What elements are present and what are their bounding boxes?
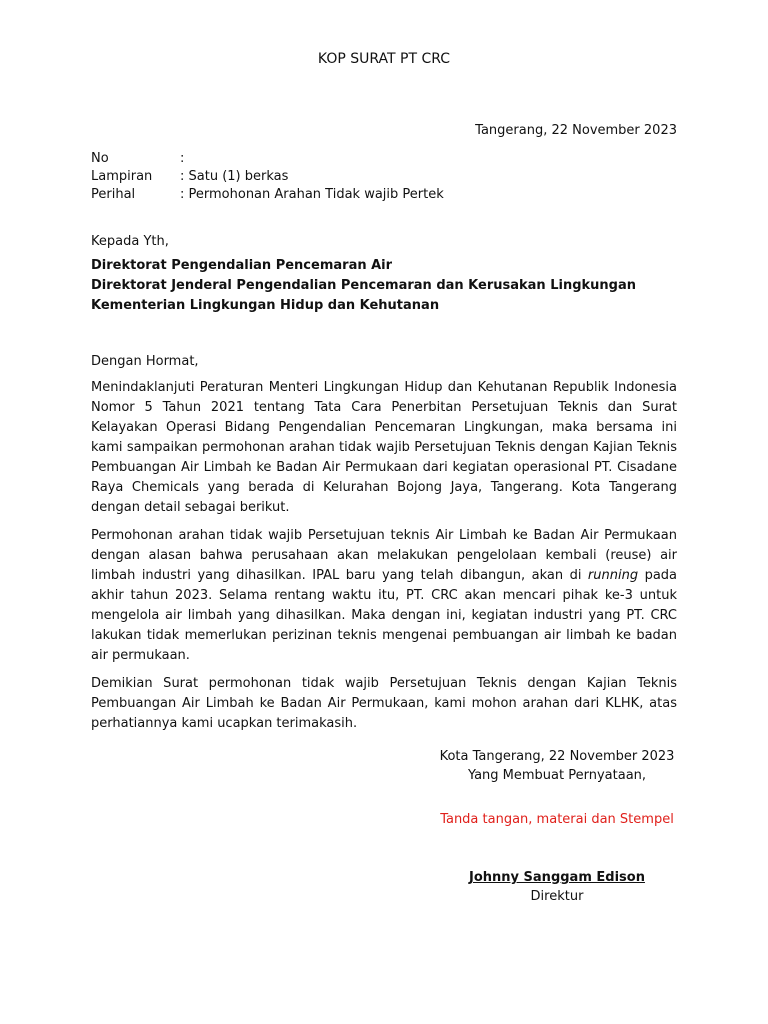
- signature-placeholder-note: Tanda tangan, materai dan Stempel: [440, 812, 674, 827]
- meta-key: Lampiran: [91, 169, 153, 184]
- meta-row-subject: [91, 186, 444, 204]
- closing-place-date: Kota Tangerang, 22 November 2023: [439, 749, 675, 764]
- signer-name: Johnny Sanggam Edison: [469, 870, 645, 885]
- signer-title: Direktur: [530, 889, 584, 904]
- paragraph-text: pada akhir tahun 2023. Selama rentang waktu itu, PT. CRC akan mencari pihak ke-3 untuk mengelola air limbah yang dihasilkan. Maka dengan ini, kegiatan industri yang PT. CRC lakukan tidak memerlukan perizinan teknis mengenai pembuangan air limbah ke badan air permukaan.: [91, 568, 678, 663]
- meta-key: No: [91, 151, 109, 166]
- salutation-to: Kepada Yth,: [91, 234, 169, 249]
- body-paragraph: Demikian Surat permohonan tidak wajib Persetujuan Teknis dengan Kajian Teknis Pembuangan Air Limbah ke Badan Air Permukaan, kami mohon arahan dari KLHK, atas perhatiannya kami ucapkan terimakasih.: [91, 676, 677, 731]
- greeting: Dengan Hormat,: [91, 354, 199, 369]
- recipient-line: Kementerian Lingkungan Hidup dan Kehutanan: [91, 298, 440, 313]
- recipient-line: Direktorat Jenderal Pengendalian Pencemaran dan Kerusakan Lingkungan: [91, 278, 636, 293]
- body-paragraph: [91, 526, 677, 666]
- meta-value: :: [180, 151, 185, 166]
- closing-block: [437, 747, 677, 785]
- recipient-block: [91, 256, 636, 316]
- italic-term: running: [587, 568, 639, 583]
- signer-block: [437, 868, 677, 906]
- recipient-line: Direktorat Pengendalian Pencemaran Air: [91, 258, 393, 273]
- letterhead: KOP SURAT PT CRC: [317, 51, 451, 67]
- body-paragraph: Menindaklanjuti Peraturan Menteri Lingkungan Hidup dan Kehutanan Republik Indonesia Nomor 5 Tahun 2021 tentang Tata Cara Penerbitan Persetujuan Teknis dan Surat Kelayakan Operasi Bidang Pengendalian Pencemaran Lingkungan, maka bersama ini kami sampaikan permohonan arahan tidak wajib Persetujuan Teknis dengan Kajian Teknis Pembuangan Air Limbah ke Badan Air Permukaan dari kegiatan operasional PT. Cisadane Raya Chemicals yang berada di Kelurahan Bojong Jaya, Tangerang. Kota Tangerang dengan detail sebagai berikut.: [91, 380, 677, 515]
- letter-meta: [91, 150, 444, 204]
- meta-value: : Permohonan Arahan Tidak wajib Pertek: [180, 187, 444, 202]
- letter-date: Tangerang, 22 November 2023: [475, 123, 677, 138]
- meta-row-attachment: [91, 168, 444, 186]
- paragraph-text: Permohonan arahan tidak wajib Persetujuan teknis Air Limbah ke Badan Air Permukaan dengan alasan bahwa perusahaan akan melakukan pengelolaan kembali (reuse) air limbah industri yang dihasilkan. IPAL baru yang telah dibangun, akan di: [91, 528, 677, 583]
- meta-key: Perihal: [91, 187, 136, 202]
- letter-body: [91, 378, 677, 742]
- closing-statement: Yang Membuat Pernyataan,: [467, 768, 647, 783]
- meta-row-number: [91, 150, 444, 168]
- meta-value: : Satu (1) berkas: [180, 169, 289, 184]
